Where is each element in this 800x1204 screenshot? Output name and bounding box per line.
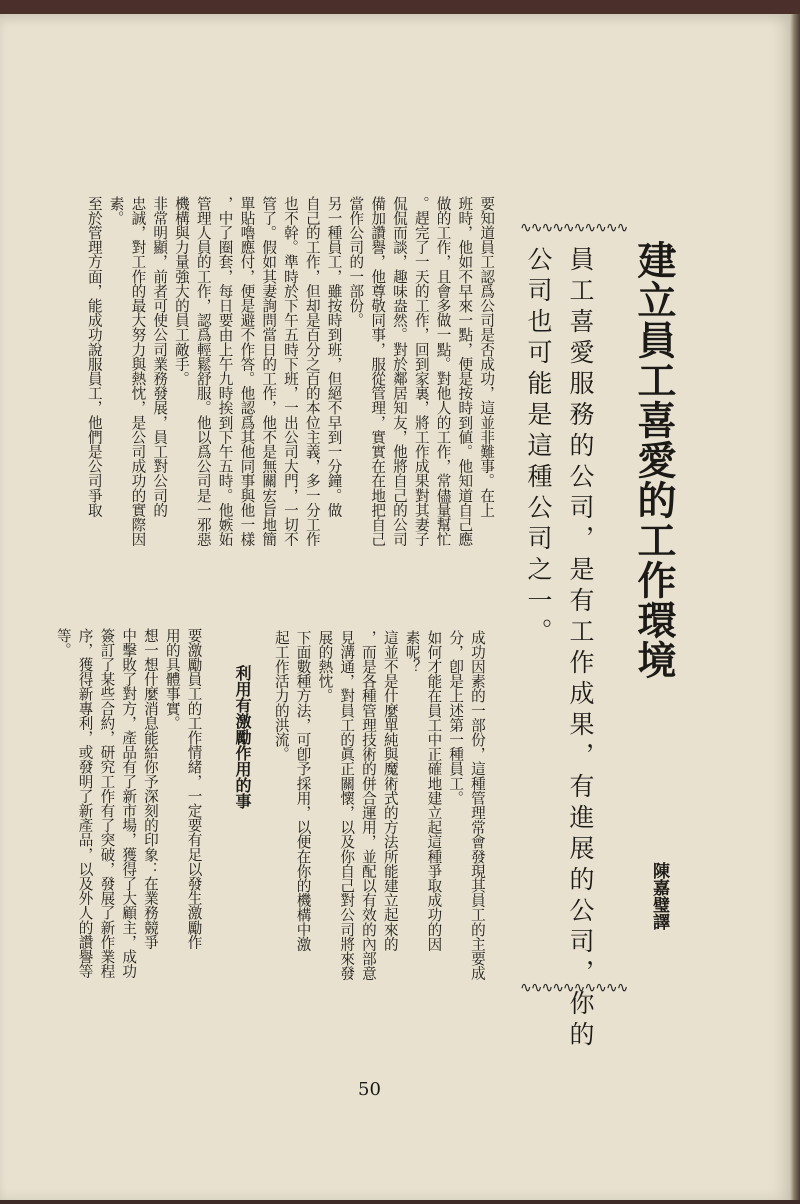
text-line: 見溝通，對員工的眞正關懷，以及你自己對公司將來發 [338, 630, 356, 981]
text-line: 要激勵員工的工作情緒，一定要有足以發生激勵作 [185, 628, 203, 950]
text-line: 管理人員的工作，認爲輕鬆舒服。他以爲公司是一邪惡 [194, 196, 212, 547]
text-line: 管了。假如其妻詢問當日的工作，他不是無關宏旨地簡 [260, 196, 278, 547]
text-line: 下面數種方法，可卽予採用，以便在你的機構中激 [294, 630, 312, 952]
text-line: 侃侃而談，趣味盎然。對於鄰居知友，他將自己的公司 [390, 196, 408, 547]
deck-line-1: 員工喜愛服務的公司，是有工作成果，有進展的公司，你的 [566, 246, 595, 1052]
text-line: 用的具體事實。 [163, 628, 181, 731]
text-line: 這並不是什麼單純與魔術式的方法所能建立起來的 [381, 630, 399, 952]
text-line: ，而是各種管理技術的併合運用，並配以有效的內部意 [359, 630, 377, 981]
translator-credit: 陳嘉璧譯 [649, 862, 669, 930]
text-line: 如何才能在員工中正確地建立起這種爭取成功的因 [425, 630, 443, 952]
text-line: 等。 [54, 628, 72, 658]
text-line: 簽訂了某些合約，研究工作有了突破，發展了新作業程 [98, 628, 116, 979]
text-line: 備加讚譽，他尊敬同事，服從管理，實實在在地把自己 [369, 196, 387, 547]
text-line: 想一想什麼消息能給你予深刻的印象：在業務競爭 [141, 628, 159, 950]
text-line: 素。 [107, 196, 125, 226]
text-line: 機構與力量強大的員工敵手。 [172, 196, 190, 386]
text-line: 序，獲得新專利，或發明了新產品，以及外人的讚譽等 [76, 628, 94, 979]
deck-line-2: 公司也可能是這種公司之一。 [524, 246, 553, 649]
page-number: 50 [358, 1079, 381, 1100]
text-line: 起工作活力的洪流。 [272, 630, 290, 762]
book-cover-edge [0, 0, 800, 14]
text-line: 另一種員工，雖按時到班，但絕不早到一分鐘。做 [325, 196, 343, 518]
text-line: 單貼嚕應付，便是避不作答。他認爲其他同事與他一樣 [238, 196, 256, 547]
text-line: 素呢？ [403, 630, 421, 674]
text-line: 忠誠，對工作的最大努力與熱忱，是公司成功的實際因 [129, 196, 147, 547]
article-title: 建立員工喜愛的工作環境 [631, 240, 677, 680]
text-line: 也不幹。準時於下午五時下班，一出公司大門，一切不 [281, 196, 299, 547]
deck-bottom-ornament: ∿∿∿∿∿∿∿∿∿∿ [520, 980, 628, 996]
text-line: 自己的工作，但却是百分之百的本位主義，多一分工作 [303, 196, 321, 547]
text-line: 中擊敗了對方，產品有了新市場，獲得了大顧主，成功 [120, 628, 138, 979]
text-line: 做的工作，且會多做一點。對他人的工作，常儘量幫忙 [434, 196, 452, 547]
middle-body-text [270, 630, 488, 980]
text-line: 非常明顯，前者可使公司業務發展，員工對公司的 [151, 196, 169, 518]
deck-top-ornament: ∿∿∿∿∿∿∿∿∿∿ [520, 220, 628, 236]
text-line: ，中了圈套，每日要由上午九時挨到下午五時。他嫉妬 [216, 196, 234, 547]
page-gutter-shadow [790, 14, 800, 1200]
text-line: 。趕完了一天的工作，回到家裏，將工作成果對其妻子 [412, 196, 430, 547]
upper-body-text [83, 196, 497, 546]
text-line: 要知道員工認爲公司是否成功，這並非難事。在上 [478, 196, 496, 518]
text-line: 成功因素的一部份，這種管理常會發現其員工的主要成 [468, 630, 486, 981]
lower-body-text [52, 628, 205, 978]
text-line: 至於管理方面，能成功說服員工，他們是公司爭取 [85, 196, 103, 518]
text-line: 班時，他如不早來一點，便是按時到値。他知道自己應 [456, 196, 474, 547]
text-line: 展的熱忱。 [316, 630, 334, 703]
text-line: 分，卽是上述第一種員工。 [447, 630, 465, 806]
section-subheading: 利用有激勵作用的事 [233, 665, 252, 809]
text-line: 當作公司的一部份。 [347, 196, 365, 328]
